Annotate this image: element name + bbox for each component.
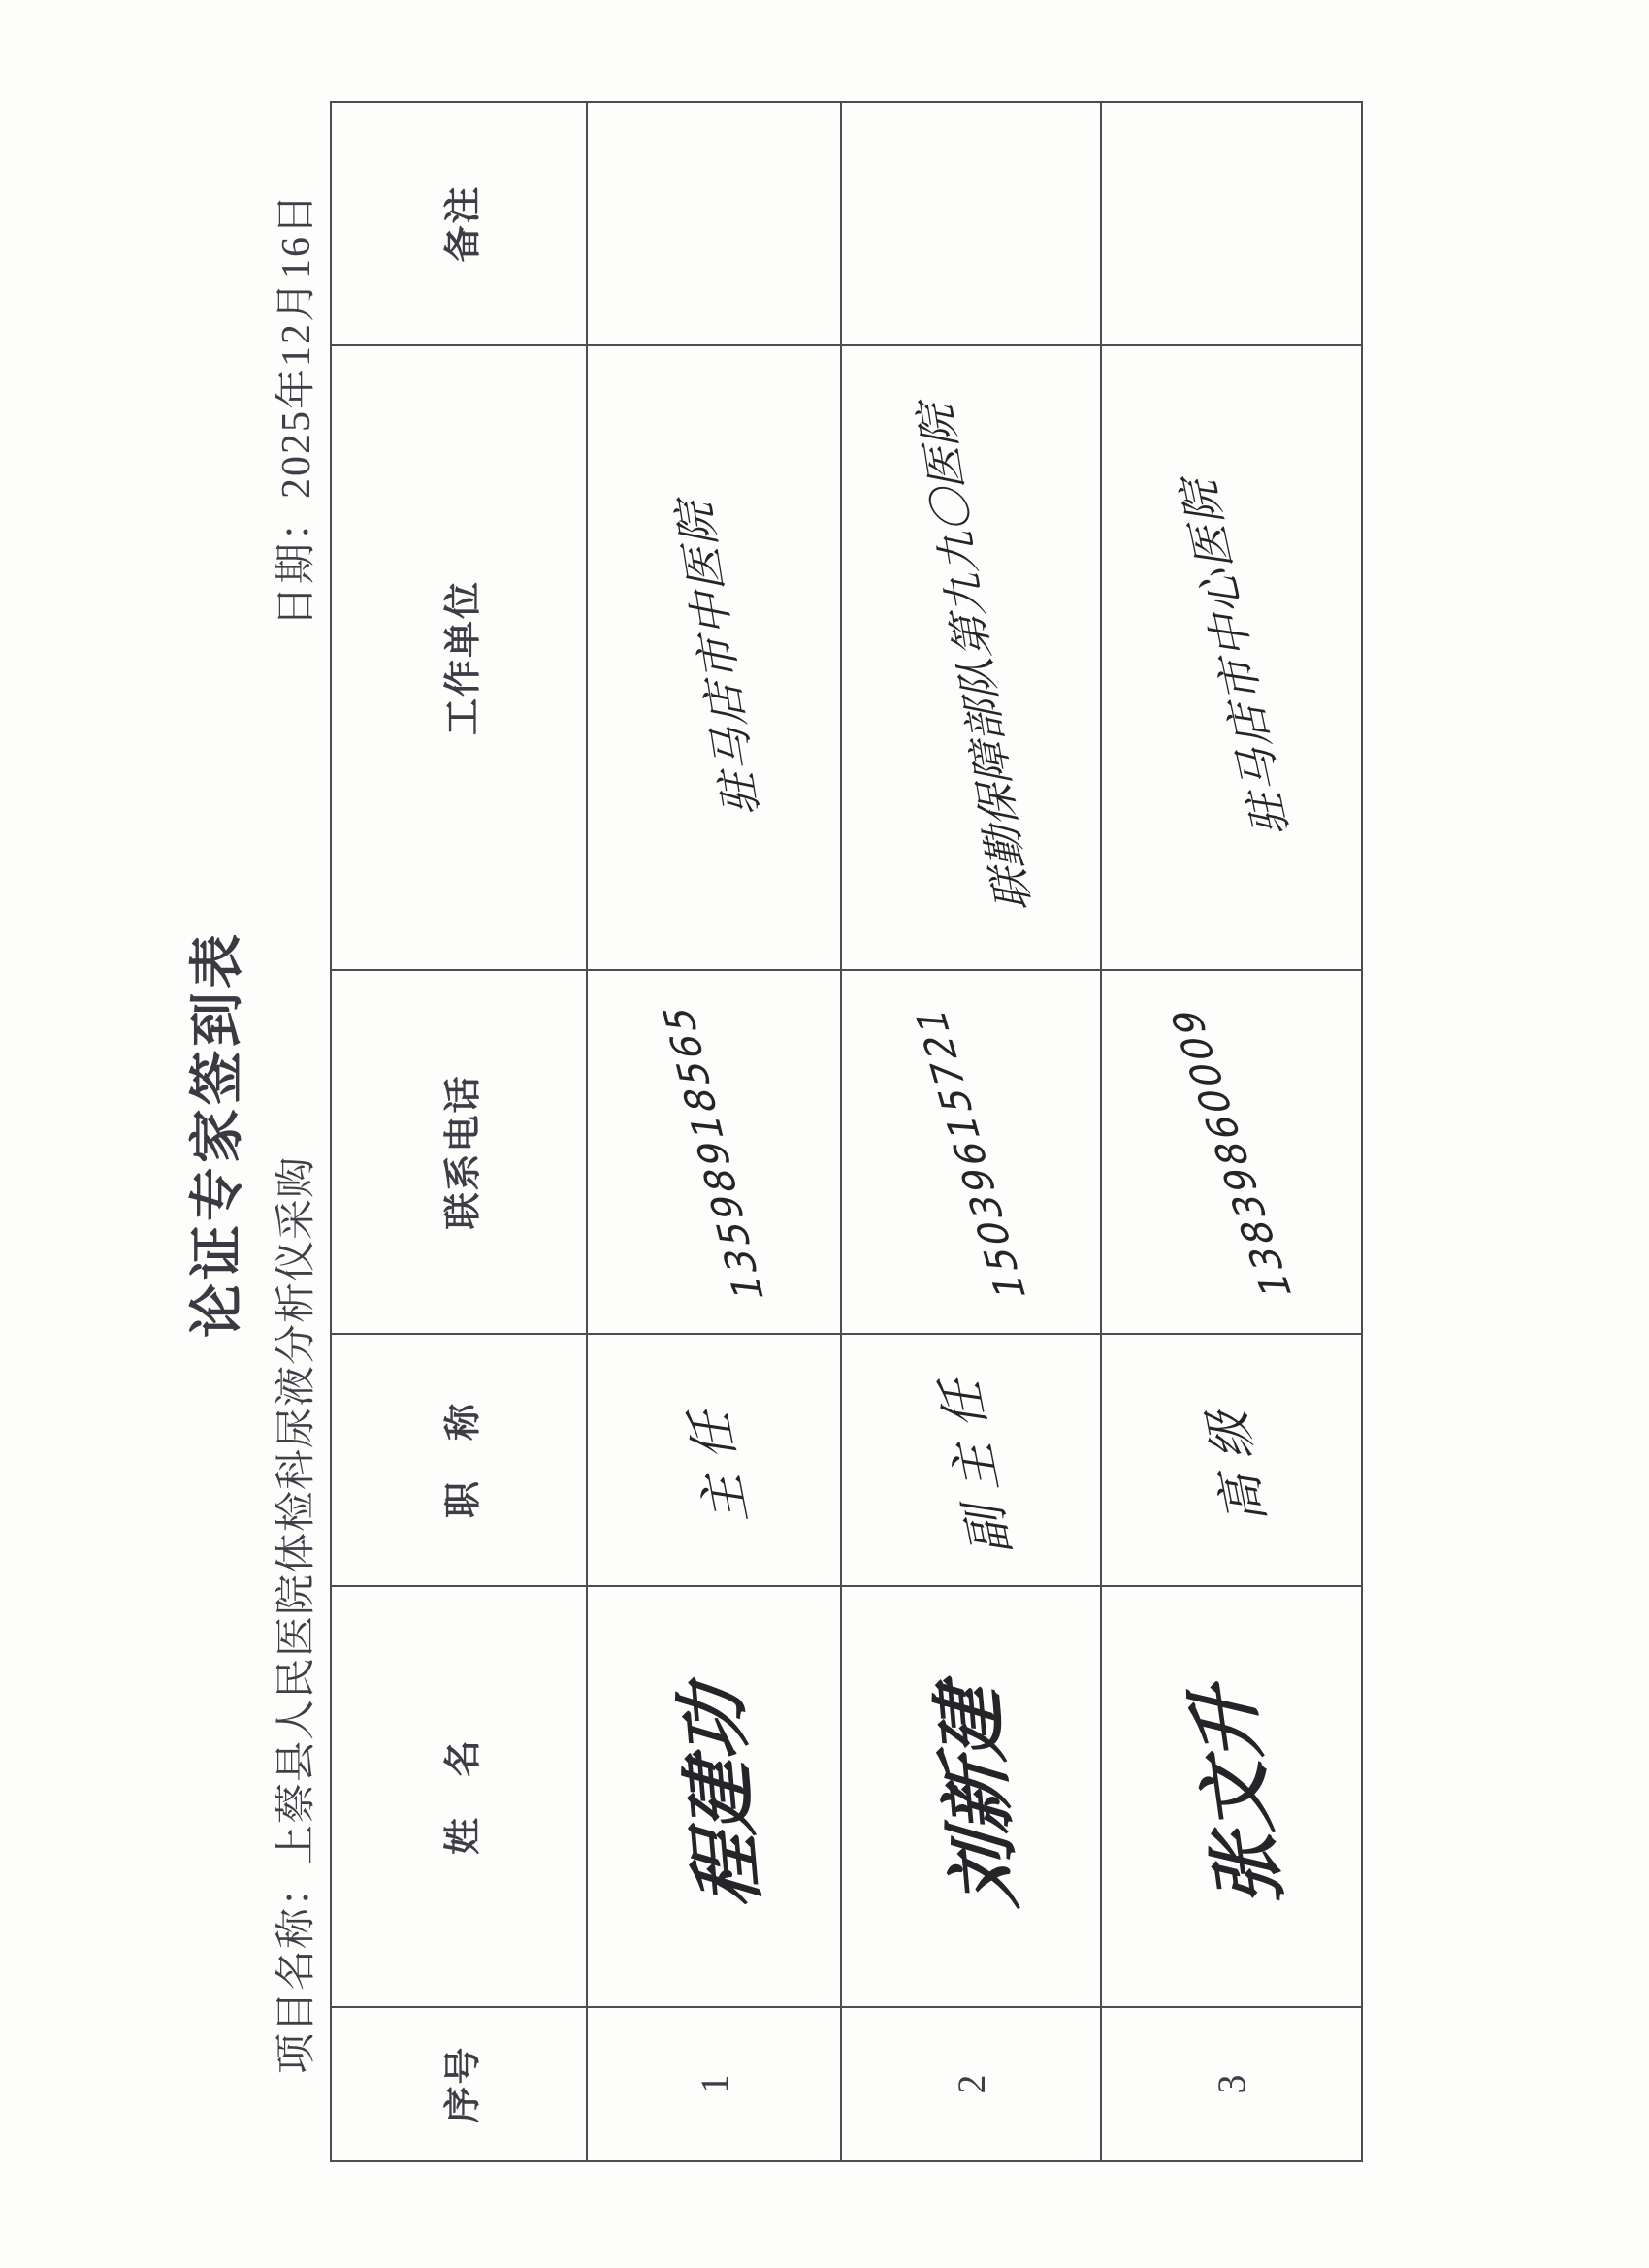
remark-cell [587,102,841,345]
title-cell [587,1334,841,1586]
table-row [841,102,1101,2161]
table-row [1101,102,1362,2161]
table-row [587,102,841,2161]
date-label: 日期：2025年12月16日 [275,191,319,627]
title-handwriting: 高级 [1194,1394,1277,1525]
title-handwriting: 主任 [677,1394,759,1525]
title-handwriting: 副主任 [928,1362,1021,1557]
header-note: 备注 [331,102,587,345]
phone-handwriting: 13598918565 [654,1003,774,1301]
name-cell [1101,1586,1362,2007]
header-name: 姓 名 [331,1586,587,2007]
unit-cell [587,345,841,970]
document-title: 论证专家签到表 [188,930,248,1338]
unit-handwriting: 驻马店市中心医院 [1171,476,1300,838]
serial-cell: 1 [587,2007,841,2161]
unit-cell [1101,345,1362,970]
phone-handwriting: 13839860009 [1162,1004,1301,1300]
serial-cell: 3 [1101,2007,1362,2161]
remark-cell [1101,102,1362,345]
project-name-label: 项目名称：上蔡县人民医院体检科尿液分析仪采购 [275,1155,319,2074]
header-title: 职 称 [331,1334,587,1586]
signature-handwriting: 张文升 [1178,1687,1297,1906]
unit-handwriting: 驻马店市中医院 [666,499,769,817]
name-cell [841,1586,1101,2007]
remark-cell [841,102,1101,345]
header-unit: 工作单位 [331,345,587,970]
header-row [331,102,587,2161]
header-phone: 联系电话 [331,970,587,1334]
signature-handwriting: 刘新建 [923,1684,1030,1910]
unit-cell [841,345,1101,970]
info-line [264,0,319,2268]
title-cell [841,1334,1101,1586]
phone-cell [1101,970,1362,1334]
sign-in-table [330,101,1363,2162]
phone-cell [587,970,841,1334]
unit-handwriting: 联勤保障部队第九九〇医院 [910,404,1041,912]
header-serial: 序号 [331,2007,587,2161]
serial-cell: 2 [841,2007,1101,2161]
title-cell [1101,1334,1362,1586]
phone-handwriting: 15039615721 [906,1003,1036,1301]
name-cell [587,1586,841,2007]
phone-cell [841,970,1101,1334]
signature-handwriting: 程建功 [666,1684,773,1910]
